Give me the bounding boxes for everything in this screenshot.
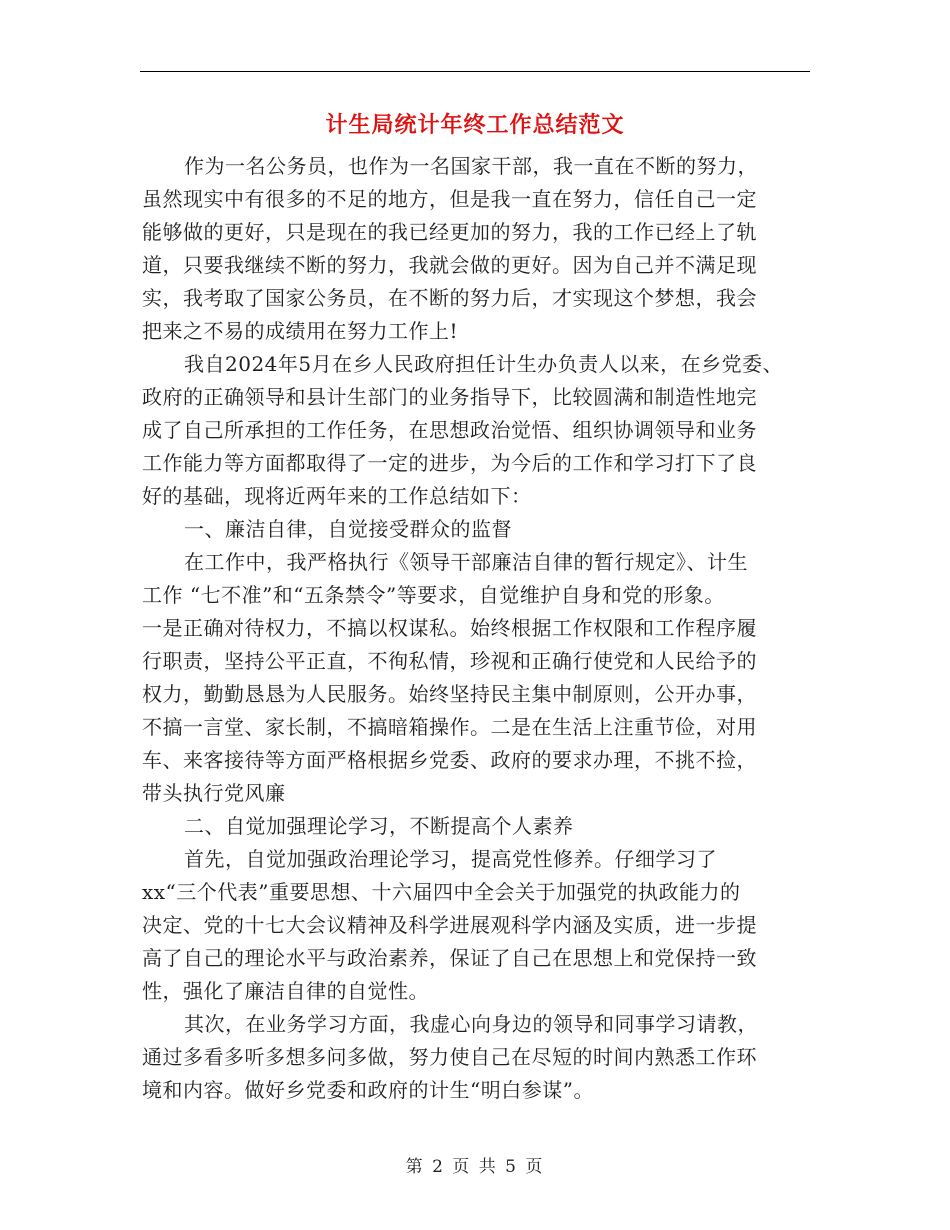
body-line: 不搞一言堂、家长制，不搞暗箱操作。二是在生活上注重节俭，对用 bbox=[142, 715, 757, 739]
body-line: 道，只要我继续不断的努力，我就会做的更好。因为自己并不满足现 bbox=[142, 253, 757, 277]
body-line: 一是正确对待权力，不搞以权谋私。始终根据工作权限和工作程序履 bbox=[142, 616, 757, 640]
body-line: 能够做的更好，只是现在的我已经更加的努力，我的工作已经上了轨 bbox=[142, 220, 757, 244]
body-line: 首先，自觉加强政治理论学习，提高党性修养。仔细学习了 bbox=[184, 847, 717, 871]
section-heading: 二、自觉加强理论学习，不断提高个人素养 bbox=[184, 814, 574, 838]
body-line: 工作 “七不准”和“五条禁令”等要求，自觉维护自身和党的形象。 bbox=[142, 583, 725, 607]
body-line: 行职责，坚持公平正直，不徇私情，珍视和正确行使党和人民给予的 bbox=[142, 649, 757, 673]
body-line: 我自2024年5月在乡人民政府担任计生办负责人以来，在乡党委、 bbox=[184, 352, 784, 376]
page-number: 第 2 页 共 5 页 bbox=[405, 1157, 545, 1177]
body-line: 成了自己所承担的工作任务，在思想政治觉悟、组织协调领导和业务 bbox=[142, 418, 757, 442]
body-line: 在工作中，我严格执行《领导干部廉洁自律的暂行规定》、计生 bbox=[184, 550, 748, 574]
body-line: 政府的正确领导和县计生部门的业务指导下，比较圆满和制造性地完 bbox=[142, 385, 757, 409]
body-line: 把来之不易的成绩用在努力工作上! bbox=[142, 319, 459, 343]
body-line: 决定、党的十七大会议精神及科学进展观科学内涵及实质，进一步提 bbox=[142, 913, 757, 937]
body-line: 作为一名公务员，也作为一名国家干部，我一直在不断的努力， bbox=[184, 154, 758, 178]
document-body bbox=[142, 150, 814, 1107]
body-line: 其次，在业务学习方面，我虚心向身边的领导和同事学习请教， bbox=[184, 1012, 758, 1036]
body-line: 通过多看多听多想多问多做，努力使自己在尽短的时间内熟悉工作环 bbox=[142, 1045, 757, 1069]
body-line: 实，我考取了国家公务员，在不断的努力后，才实现这个梦想，我会 bbox=[142, 286, 757, 310]
body-line: 高了自己的理论水平与政治素养，保证了自己在思想上和党保持一致 bbox=[142, 946, 757, 970]
document-title: 计生局统计年终工作总结范文 bbox=[325, 113, 625, 138]
body-line: 虽然现实中有很多的不足的地方，但是我一直在努力，信任自己一定 bbox=[142, 187, 757, 211]
section-heading: 一、廉洁自律，自觉接受群众的监督 bbox=[184, 517, 512, 541]
body-line: xx“三个代表”重要思想、十六届四中全会关于加强党的执政能力的 bbox=[142, 880, 741, 904]
header-rule bbox=[140, 71, 810, 72]
body-line: 权力，勤勤恳恳为人民服务。始终坚持民主集中制原则，公开办事， bbox=[142, 682, 757, 706]
body-line: 车、来客接待等方面严格根据乡党委、政府的要求办理，不挑不捡， bbox=[142, 748, 757, 772]
body-line: 性，强化了廉洁自律的自觉性。 bbox=[142, 979, 429, 1003]
body-line: 带头执行党风廉 bbox=[142, 781, 286, 805]
body-line: 好的基础，现将近两年来的工作总结如下： bbox=[142, 484, 532, 508]
body-line: 境和内容。做好乡党委和政府的计生“明白参谋”。 bbox=[142, 1078, 594, 1102]
body-line: 工作能力等方面都取得了一定的进步，为今后的工作和学习打下了良 bbox=[142, 451, 757, 475]
